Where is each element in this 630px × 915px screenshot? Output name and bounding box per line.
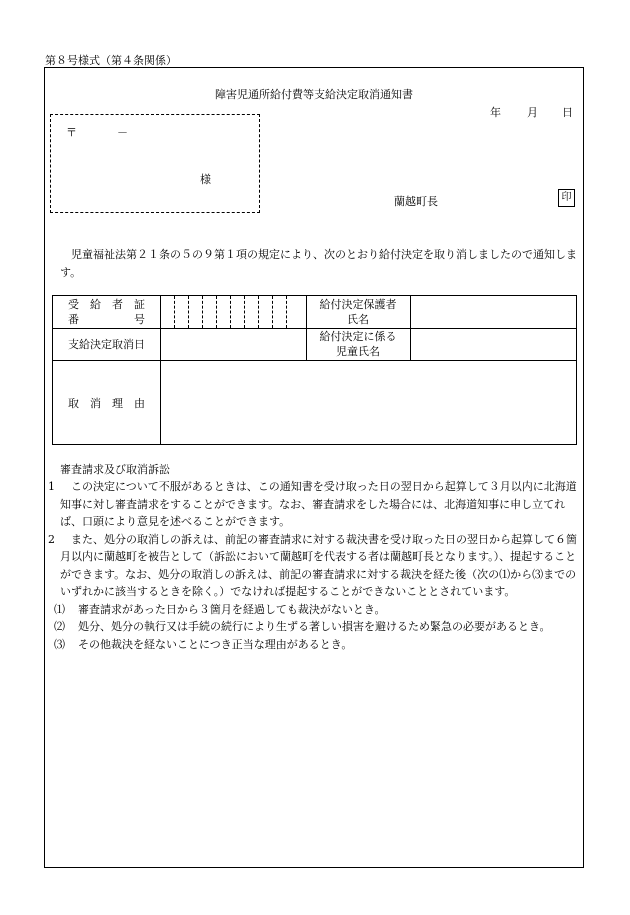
notice-body: 児童福祉法第２１条の５の９第１項の規定により、次のとおり給付決定を取り消しましたので通知します。 — [60, 248, 577, 279]
label-line: 氏名 — [347, 313, 369, 326]
info-table — [52, 295, 577, 445]
recipient-number-label — [53, 297, 160, 327]
subitem-number: ⑶ — [54, 637, 65, 651]
postal-dash: － — [117, 126, 128, 139]
digit-divider — [272, 296, 273, 328]
appeal-subitem — [54, 636, 578, 654]
label-line: 給付決定に係る — [319, 330, 397, 343]
digit-divider — [188, 296, 189, 328]
digit-divider — [202, 296, 203, 328]
digit-divider — [174, 296, 175, 328]
date-year: 年 — [490, 106, 501, 119]
date-month: 月 — [527, 106, 538, 119]
digit-divider — [244, 296, 245, 328]
digit-divider — [230, 296, 231, 328]
digit-divider — [286, 296, 287, 328]
subitem-text: 審査請求があった日から３箇月を経過しても裁決がないとき。 — [78, 602, 386, 616]
honorific-sama: 様 — [200, 173, 211, 186]
seal-mark: 印 — [558, 189, 575, 207]
cancel-date-label: 支給決定取消日 — [68, 338, 145, 351]
appeal-item — [48, 478, 578, 531]
item-text: この決定について不服があるときは、この通知書を受け取った日の翌日から起算して３月以内に北海道知事に対し審査請求をすることができます。なお、審査請求をした場合には、北海道知事に申し立てれば、口頭により意見を述べることができます。 — [60, 480, 577, 528]
appeal-item — [48, 531, 578, 601]
subitem-text: 処分、処分の執行又は手続の続行により生ずる著しい損害を避けるため緊急の必要があるとき。 — [78, 620, 551, 633]
subitem-number: ⑵ — [54, 620, 65, 633]
label-line: 受 給 者 証 — [68, 298, 145, 311]
date-day: 日 — [562, 106, 573, 119]
issuer-name: 蘭越町長 — [394, 195, 438, 208]
label-line: 番 号 — [68, 313, 145, 326]
postal-mark: 〒 — [66, 126, 77, 139]
subitem-number: ⑴ — [54, 602, 65, 616]
appeal-subitem — [54, 601, 578, 619]
label-line: 給付決定保護者 — [319, 298, 397, 311]
table-divider — [53, 360, 576, 361]
reason-label: 取 消 理 由 — [68, 397, 145, 410]
document-title: 障害児通所給付費等支給決定取消通知書 — [215, 88, 413, 101]
item-text: また、処分の取消しの訴えは、前記の審査請求に対する裁決書を受け取った日の翌日から起算して６箇月以内に蘭越町を被告として（訴訟において蘭越町を代表する者は蘭越町長となります。）、提起することができます。なお、処分の取消しの訴えは、前記の審査請求に対する裁決を経た後（次の⑴から⑶までのいずれかに該当するときを除く。）でなければ提起することができないこととされています。 — [60, 532, 577, 598]
child-name-label — [306, 329, 410, 359]
label-line: 児童氏名 — [336, 345, 380, 358]
appeal-notes — [48, 478, 578, 653]
item-number: 1 — [48, 480, 55, 493]
subitem-text: その他裁決を経ないことにつき正当な理由があるとき。 — [78, 637, 353, 651]
digit-divider — [216, 296, 217, 328]
digit-divider — [258, 296, 259, 328]
item-number: 2 — [48, 532, 55, 546]
form-number: 第８号様式（第４条関係） — [45, 54, 177, 67]
address-box — [50, 114, 260, 213]
guardian-name-label — [306, 297, 410, 327]
table-divider — [160, 296, 161, 444]
appeal-subitem — [54, 618, 578, 636]
appeal-heading: 審査請求及び取消訴訟 — [60, 463, 170, 476]
